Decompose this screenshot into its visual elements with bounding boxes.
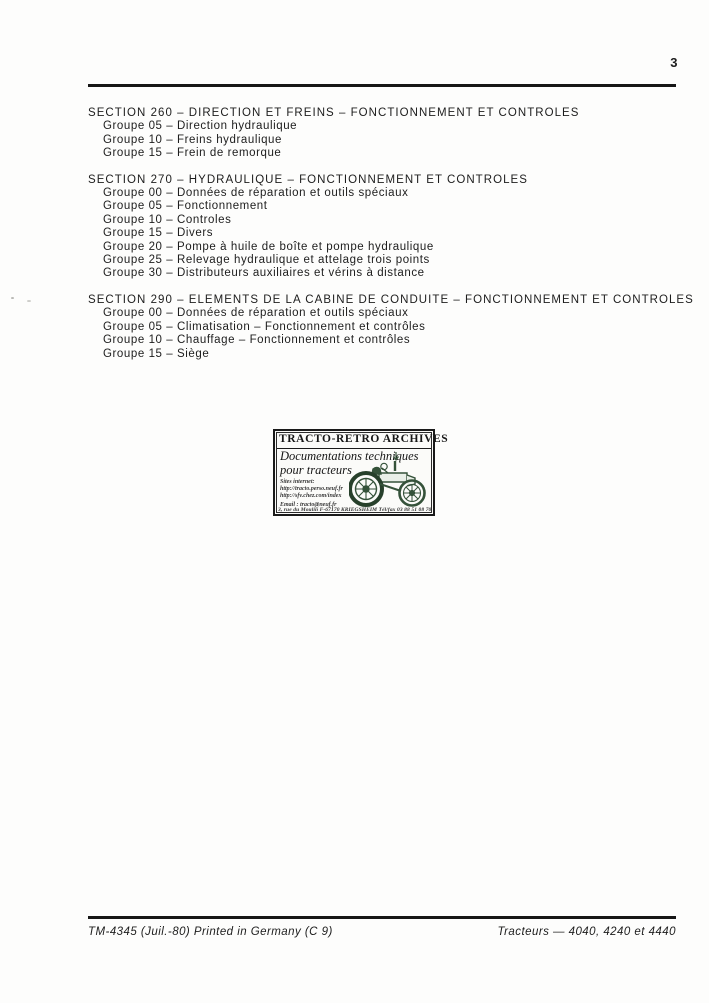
toc-section-260 xyxy=(88,107,697,161)
toc-group-line: Groupe 00 – Données de réparation et outils spéciaux xyxy=(103,307,409,320)
stamp-site-url: http://sfv.chez.com/index xyxy=(280,493,342,499)
toc-group-line: Groupe 15 – Siège xyxy=(103,347,210,360)
stamp-title: TRACTO-RETRO ARCHIVES xyxy=(279,433,449,445)
toc-section-270 xyxy=(88,174,697,281)
scan-speck xyxy=(11,297,14,299)
stamp-sites-label: Sites internet: xyxy=(280,479,315,485)
toc-group-line: Groupe 25 – Relevage hydraulique et attelage trois points xyxy=(103,254,430,267)
toc-group-line: Groupe 10 – Controles xyxy=(103,213,232,226)
toc-group-line: Groupe 05 – Fonctionnement xyxy=(103,200,268,213)
toc-group-line: Groupe 05 – Direction hydraulique xyxy=(103,120,298,133)
toc-group-line: Groupe 05 – Climatisation – Fonctionnement et contrôles xyxy=(103,320,426,333)
footer-document-id: TM-4345 (Juil.-80) Printed in Germany (C 9) xyxy=(88,926,333,938)
section-title: SECTION 270 – HYDRAULIQUE – FONCTIONNEMENT ET CONTROLES xyxy=(88,173,528,186)
section-title: SECTION 290 – ELEMENTS DE LA CABINE DE CONDUITE – FONCTIONNEMENT ET CONTROLES xyxy=(88,293,694,306)
scan-speck xyxy=(27,300,31,302)
toc-group-line: Groupe 30 – Distributeurs auxiliaires et vérins à distance xyxy=(103,267,425,280)
section-title: SECTION 260 – DIRECTION ET FREINS – FONCTIONNEMENT ET CONTROLES xyxy=(88,107,580,119)
page-number: 3 xyxy=(670,55,678,70)
toc-section-290 xyxy=(88,294,697,361)
toc-group-line: Groupe 20 – Pompe à huile de boîte et pompe hydraulique xyxy=(103,240,434,253)
table-of-contents xyxy=(88,107,697,374)
tracto-retro-archives-stamp xyxy=(273,429,449,516)
footer-model-list: Tracteurs — 4040, 4240 et 4440 xyxy=(497,926,676,938)
stamp-subtitle-line1: Documentations techniques xyxy=(280,449,419,463)
stamp-address: 3, rue du Moulin F-67170 KRIEGSHEIM Tél/fax 03 88 51 08 70 xyxy=(278,507,432,513)
toc-group-line: Groupe 15 – Divers xyxy=(103,227,214,240)
stamp-email: Email : tracto@neuf.fr xyxy=(280,502,337,508)
toc-group-line: Groupe 15 – Frein de remorque xyxy=(103,147,282,160)
toc-group-line: Groupe 10 – Freins hydraulique xyxy=(103,133,282,146)
vintage-tractor-icon xyxy=(349,451,431,507)
toc-group-line: Groupe 10 – Chauffage – Fonctionnement et contrôles xyxy=(103,334,411,347)
stamp-subtitle-line2: pour tracteurs xyxy=(280,463,352,477)
footer-rule xyxy=(88,916,676,919)
header-rule xyxy=(88,84,676,87)
toc-group-line: Groupe 00 – Données de réparation et outils spéciaux xyxy=(103,187,409,200)
stamp-site-url: http://tracto.perso.neuf.fr xyxy=(280,486,343,492)
stamp-websites xyxy=(280,479,343,500)
